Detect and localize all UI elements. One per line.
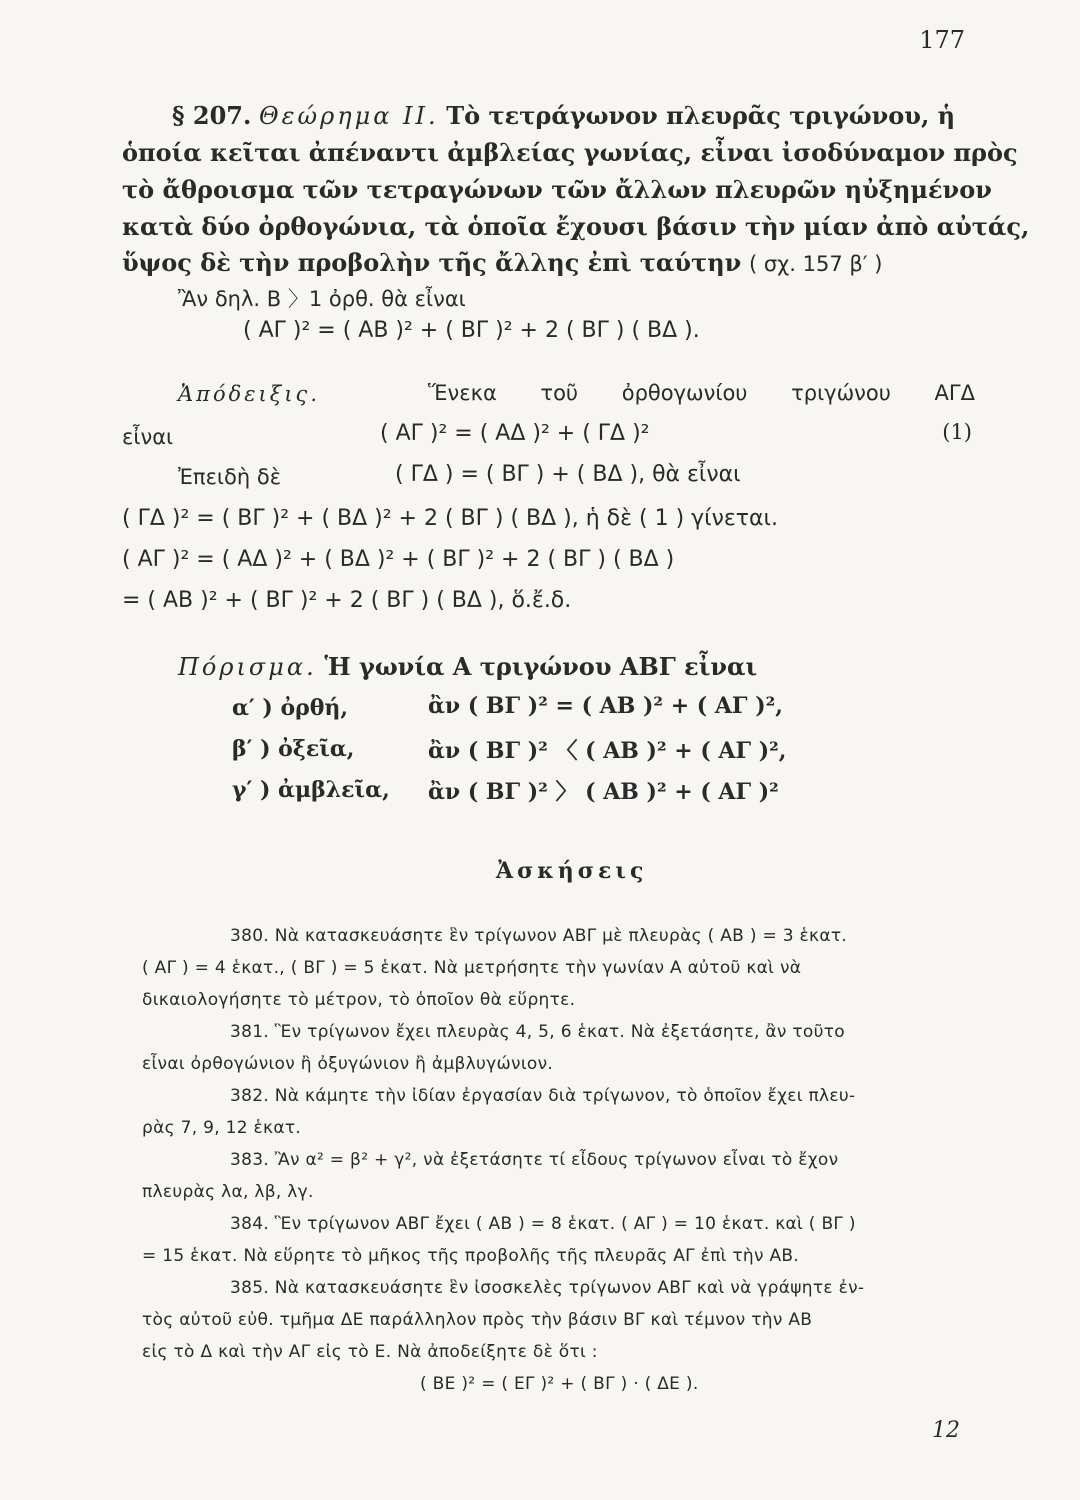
theorem-label: Θεώρημα II. — [259, 102, 439, 130]
proof-line-4: ( ΓΔ )² = ( ΒΓ )² + ( ΒΔ )² + 2 ( ΒΓ ) ( ΒΔ ), ἡ δὲ ( 1 ) γίνεται. — [122, 506, 778, 531]
proof-line-1: Ἕνεκα τοῦ ὀρθογωνίου τριγώνου ΑΓΔ — [428, 381, 975, 405]
corollary-case-condition: ἂν ( ΒΓ )² = ( ΑΒ )² + ( ΑΓ )², — [428, 693, 783, 719]
equation-tag: (1) — [942, 420, 972, 444]
exercise-line: 380. Νὰ κατασκευάσητε ἓν τρίγωνον ΑΒΓ μὲ πλευρὰς ( ΑΒ ) = 3 ἑκατ. — [230, 926, 848, 946]
corollary-case-label: γ′ ) ἀμβλεῖα, — [232, 777, 390, 803]
proof-title: Ἀπόδειξις. — [178, 382, 320, 406]
proof-line-6: = ( ΑΒ )² + ( ΒΓ )² + 2 ( ΒΓ ) ( ΒΔ ), ὅ.ἔ.δ. — [122, 588, 572, 613]
proof-label — [178, 382, 320, 406]
exercises-title: Ἀσκήσεις — [496, 858, 648, 884]
page-number: 177 — [919, 26, 965, 54]
exercise-line: εἶναι ὀρθογώνιον ἢ ὀξυγώνιον ἢ ἀμβλυγώνιον. — [142, 1054, 554, 1074]
proof-line-5: ( ΑΓ )² = ( ΑΔ )² + ( ΒΔ )² + ( ΒΓ )² + 2 ( ΒΓ ) ( ΒΔ ) — [122, 547, 675, 572]
hypothesis-formula: ( ΑΓ )² = ( ΑΒ )² + ( ΒΓ )² + 2 ( ΒΓ ) ( ΒΔ ). — [243, 318, 700, 343]
exercise-line: εἰς τὸ Δ καὶ τὴν ΑΓ εἰς τὸ Ε. Νὰ ἀποδείξητε δὲ ὅτι : — [142, 1342, 598, 1362]
exercise-line: πλευρὰς λα, λβ, λγ. — [142, 1182, 314, 1202]
corollary-case-condition: ἂν ( ΒΓ )² 〈 ( ΑΒ )² + ( ΑΓ )², — [428, 738, 787, 764]
theorem-line-2: ὁποία κεῖται ἀπέναντι ἀμβλείας γωνίας, εἶναι ἰσοδύναμον πρὸς — [122, 138, 1018, 167]
proof-line-3-prefix: Ἐπειδὴ δὲ — [178, 465, 282, 489]
proof-line-3-formula: ( ΓΔ ) = ( ΒΓ ) + ( ΒΔ ), θὰ εἶναι — [395, 462, 741, 487]
figure-reference: ( σχ. 157 β′ ) — [748, 252, 883, 276]
exercise-line: 385. Νὰ κατασκευάσητε ἓν ἰσοσκελὲς τρίγωνον ΑΒΓ καὶ νὰ γράψητε ἐν- — [230, 1278, 865, 1298]
theorem-text-5: ὕψος δὲ τὴν προβολὴν τῆς ἄλλης ἐπὶ ταύτην — [122, 248, 742, 277]
exercise-line: τὸς αὐτοῦ εὐθ. τμῆμα ΔΕ παράλληλον πρὸς τὴν βάσιν ΒΓ καὶ τέμνον τὴν ΑΒ — [142, 1310, 813, 1330]
exercise-line: δικαιολογήσητε τὸ μέτρον, τὸ ὁποῖον θὰ εὕρητε. — [142, 990, 576, 1010]
exercise-line: ( ΑΓ ) = 4 ἑκατ., ( ΒΓ ) = 5 ἑκατ. Νὰ μετρήσητε τὴν γωνίαν Α αὐτοῦ καὶ νὰ — [142, 958, 802, 978]
corollary-label: Πόρισμα. — [178, 653, 317, 681]
theorem-line-5 — [122, 245, 882, 282]
exercise-line: 384. Ἓν τρίγωνον ΑΒΓ ἔχει ( ΑΒ ) = 8 ἑκατ. ( ΑΓ ) = 10 ἑκατ. καὶ ( ΒΓ ) — [230, 1214, 856, 1234]
corollary-heading: Ἡ γωνία Α τριγώνου ΑΒΓ εἶναι — [324, 652, 758, 681]
hypothesis-line: Ἂν δηλ. Β 〉1 ὀρθ. θὰ εἶναι — [178, 287, 466, 311]
theorem-text-1: Τὸ τετράγωνον πλευρᾶς τριγώνου, ἡ — [446, 101, 956, 130]
section-number: § 207. — [172, 101, 252, 130]
theorem-line-3: τὸ ἄθροισμα τῶν τετραγώνων τῶν ἄλλων πλευρῶν ηὐξημένον — [122, 175, 992, 204]
corollary-case-label: α′ ) ὀρθή, — [232, 695, 349, 721]
proof-line-2-prefix: εἶναι — [122, 425, 174, 449]
corollary-case-label: β′ ) ὀξεῖα, — [232, 736, 355, 762]
corollary-heading-line — [178, 652, 757, 681]
exercise-line: 382. Νὰ κάμητε τὴν ἰδίαν ἐργασίαν διὰ τρίγωνον, τὸ ὁποῖον ἔχει πλευ- — [230, 1086, 856, 1106]
theorem-line-4: κατὰ δύο ὀρθογώνια, τὰ ὁποῖα ἔχουσι βάσιν τὴν μίαν ἀπὸ αὐτάς, — [122, 212, 1030, 241]
exercise-line: ρὰς 7, 9, 12 ἑκατ. — [142, 1118, 302, 1138]
exercise-line: = 15 ἑκατ. Νὰ εὕρητε τὸ μῆκος τῆς προβολῆς τῆς πλευρᾶς ΑΓ ἐπὶ τὴν ΑΒ. — [142, 1246, 800, 1266]
theorem-line-1 — [172, 98, 955, 134]
printer-signature: 12 — [932, 1418, 960, 1443]
exercise-line: 381. Ἓν τρίγωνον ἔχει πλευρὰς 4, 5, 6 ἑκατ. Νὰ ἐξετάσητε, ἂν τοῦτο — [230, 1022, 845, 1042]
exercise-line: ( ΒΕ )² = ( ΕΓ )² + ( ΒΓ ) · ( ΔΕ ). — [420, 1374, 699, 1394]
corollary-case-condition: ἂν ( ΒΓ )² 〉 ( ΑΒ )² + ( ΑΓ )² — [428, 779, 779, 805]
proof-line-2-formula: ( ΑΓ )² = ( ΑΔ )² + ( ΓΔ )² — [380, 421, 650, 446]
exercise-line: 383. Ἂν α² = β² + γ², νὰ ἐξετάσητε τί εἶδους τρίγωνον εἶναι τὸ ἔχον — [230, 1150, 839, 1170]
